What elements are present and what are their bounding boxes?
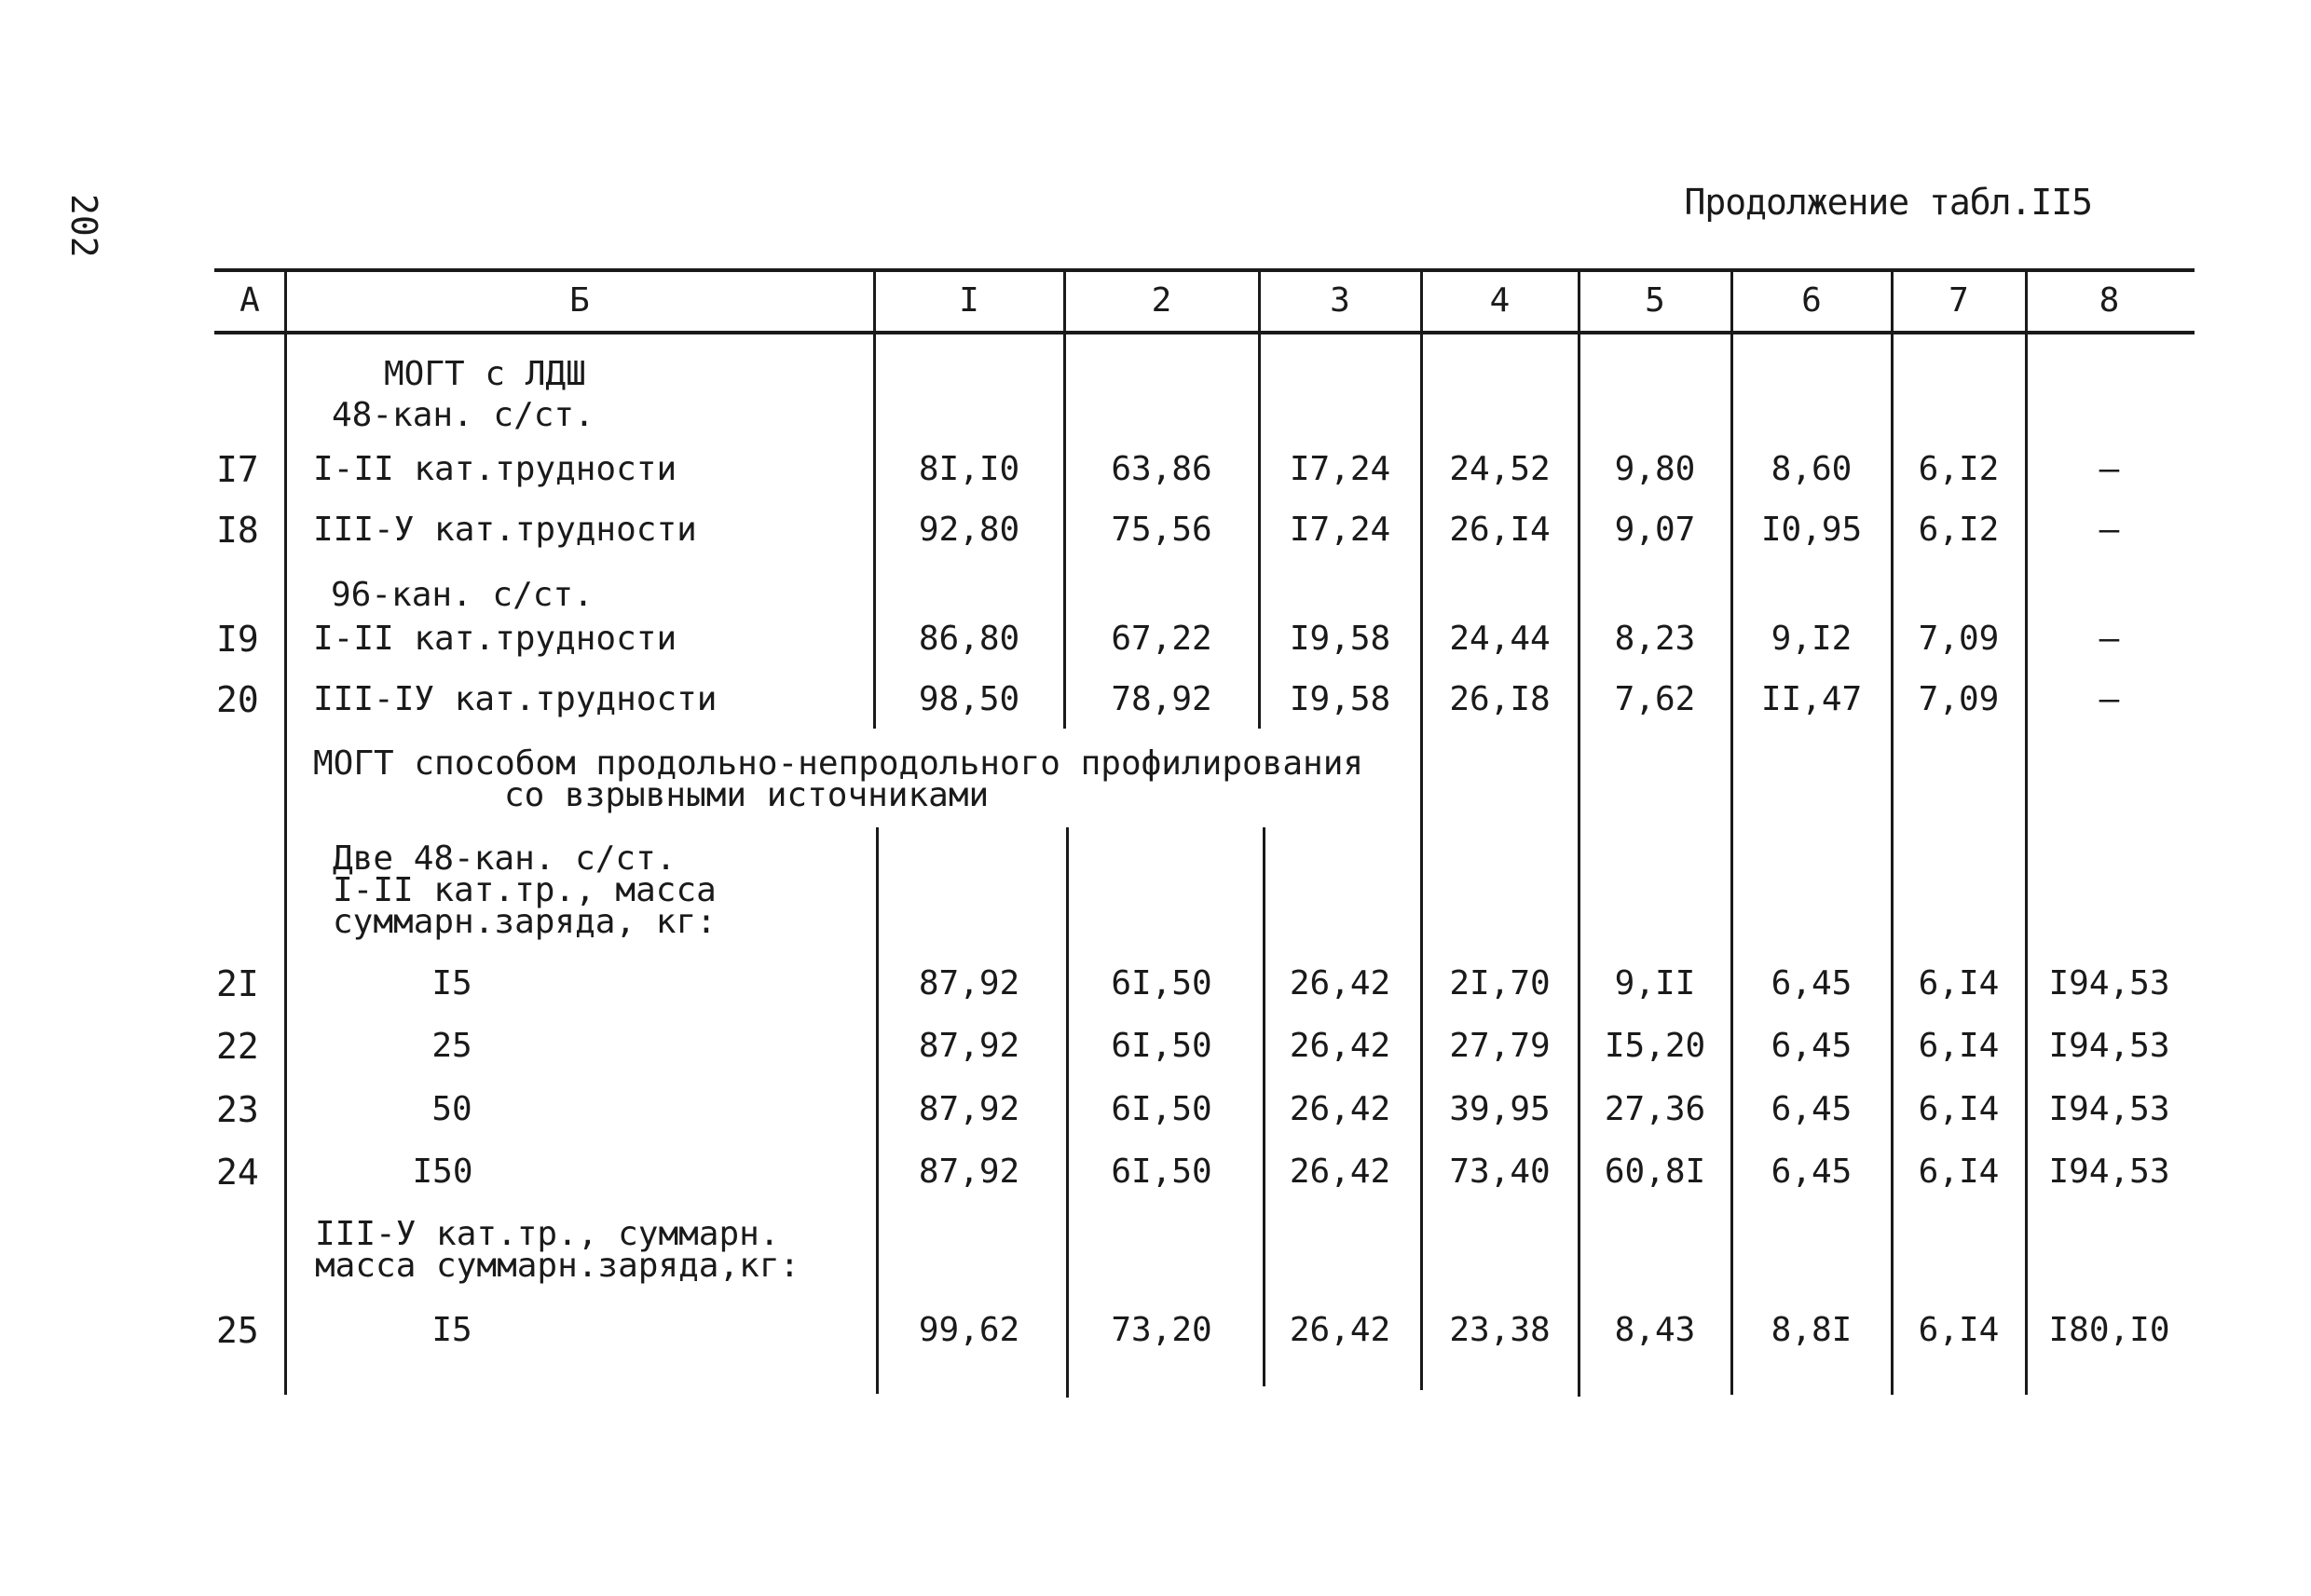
table-top-rule (214, 268, 2195, 272)
row-label: 25 (431, 1027, 472, 1065)
row-value: 9,II (1614, 964, 1696, 1003)
header-col-6: 6 (1801, 281, 1822, 320)
row-value: 6,I2 (1918, 511, 2000, 549)
row-label: 50 (431, 1090, 472, 1128)
row-value: 26,42 (1289, 1311, 1391, 1349)
header-col-4: 4 (1489, 281, 1511, 320)
row-value: 26,42 (1289, 1153, 1391, 1191)
section-line: со взрывными источниками (504, 776, 990, 814)
row-value: 23,38 (1449, 1311, 1551, 1349)
row-value: – (2099, 450, 2120, 488)
row-value: 26,42 (1289, 1027, 1391, 1065)
section-line: суммарн.заряда, кг: (333, 903, 717, 941)
row-value: 73,40 (1449, 1153, 1551, 1191)
section-heading-two-48-channel (333, 839, 717, 941)
header-col-b: Б (569, 281, 590, 320)
row-value: 6I,50 (1111, 1153, 1212, 1191)
row-label: I5 (431, 964, 472, 1003)
header-divider (2025, 270, 2028, 333)
row-value: I0,95 (1760, 511, 1863, 549)
section-line: Две 48-кан. с/ст. (333, 839, 677, 878)
row-value: 86,80 (918, 620, 1020, 658)
row-number: 25 (216, 1310, 259, 1351)
header-col-8: 8 (2099, 281, 2120, 320)
row-value: 9,80 (1614, 450, 1696, 488)
header-divider (873, 270, 876, 333)
row-value: 6,I4 (1918, 1090, 2000, 1128)
header-col-2: 2 (1151, 281, 1172, 320)
row-value: 26,42 (1289, 964, 1391, 1003)
row-value: 9,I2 (1771, 620, 1853, 658)
section-line: МОГТ способом продольно-непродольного профилирования (313, 744, 1364, 783)
section-heading-mogt-profiling (313, 744, 1364, 814)
row-number: 20 (216, 679, 259, 720)
row-value: I94,53 (2048, 1153, 2170, 1191)
row-value: 7,62 (1614, 680, 1696, 718)
row-value: 87,92 (918, 1027, 1020, 1065)
column-divider (284, 333, 287, 1395)
row-value: 6I,50 (1111, 1090, 1212, 1128)
row-value: 8I,I0 (918, 450, 1020, 488)
section-heading-category-3-5 (315, 1215, 800, 1285)
header-col-a: А (239, 281, 260, 320)
header-divider (1258, 270, 1261, 333)
row-value: 6,45 (1771, 1153, 1853, 1191)
row-value: 26,I8 (1449, 680, 1551, 718)
row-value: 63,86 (1111, 450, 1212, 488)
row-value: 73,20 (1111, 1311, 1212, 1349)
row-value: I94,53 (2048, 964, 2170, 1003)
row-value: I94,53 (2048, 1027, 2170, 1065)
section-line: масса суммарн.заряда,кг: (315, 1247, 800, 1285)
row-number: I7 (216, 449, 259, 490)
row-value: 27,79 (1449, 1027, 1551, 1065)
section-line: I-II кат.тр., масса (333, 871, 717, 909)
row-value: 6I,50 (1111, 964, 1212, 1003)
row-value: I9,58 (1289, 620, 1391, 658)
header-divider (284, 270, 287, 333)
row-value: 6,I4 (1918, 964, 2000, 1003)
header-col-5: 5 (1645, 281, 1665, 320)
row-value: 60,8I (1604, 1153, 1706, 1191)
row-value: 78,92 (1111, 680, 1212, 718)
row-label: I-II кат.трудности (313, 450, 677, 488)
row-value: 8,43 (1614, 1311, 1696, 1349)
row-value: I5,20 (1604, 1027, 1706, 1065)
row-value: 24,44 (1449, 620, 1551, 658)
row-value: – (2099, 511, 2120, 549)
row-value: I80,I0 (2048, 1311, 2170, 1349)
header-divider (1420, 270, 1423, 333)
header-col-3: 3 (1330, 281, 1350, 320)
table-header-rule (214, 331, 2195, 334)
header-divider (1578, 270, 1580, 333)
row-value: 92,80 (918, 511, 1020, 549)
header-divider (1891, 270, 1894, 333)
row-value: 75,56 (1111, 511, 1212, 549)
row-value: 8,8I (1771, 1311, 1853, 1349)
section-heading-mogt-ldsh (332, 355, 595, 434)
row-value: 6,I4 (1918, 1311, 2000, 1349)
row-value: 39,95 (1449, 1090, 1551, 1128)
row-value: 26,I4 (1449, 511, 1551, 549)
row-value: I7,24 (1289, 450, 1391, 488)
row-label: I5 (431, 1311, 472, 1349)
row-value: 7,09 (1918, 620, 2000, 658)
row-value: 8,60 (1771, 450, 1853, 488)
section-line: 96-кан. с/ст. (331, 576, 594, 614)
header-divider (1730, 270, 1733, 333)
row-value: 9,07 (1614, 511, 1696, 549)
row-value: 7,09 (1918, 680, 2000, 718)
row-label: I50 (412, 1153, 473, 1191)
row-value: 6,45 (1771, 1027, 1853, 1065)
row-value: 27,36 (1604, 1090, 1706, 1128)
section-line: 48-кан. с/ст. (332, 396, 595, 434)
row-value: I9,58 (1289, 680, 1391, 718)
row-value: I7,24 (1289, 511, 1391, 549)
row-value: 6,45 (1771, 1090, 1853, 1128)
row-number: 22 (216, 1026, 259, 1067)
row-value: 24,52 (1449, 450, 1551, 488)
row-value: 8,23 (1614, 620, 1696, 658)
row-value: 6,I4 (1918, 1153, 2000, 1191)
row-value: 67,22 (1111, 620, 1212, 658)
row-value: 6,I4 (1918, 1027, 2000, 1065)
row-number: 23 (216, 1089, 259, 1130)
row-label: I-II кат.трудности (313, 620, 677, 658)
section-line: МОГТ с ЛДШ (384, 355, 586, 393)
row-label: III-IУ кат.трудности (313, 680, 718, 718)
row-value: 99,62 (918, 1311, 1020, 1349)
section-heading-96-channel (331, 576, 594, 614)
row-value: 2I,70 (1449, 964, 1551, 1003)
header-col-7: 7 (1949, 281, 1969, 320)
row-number: I9 (216, 619, 259, 660)
row-number: I8 (216, 510, 259, 551)
page-number: 202 (63, 194, 104, 258)
row-value: – (2099, 620, 2120, 658)
row-value: 6,I2 (1918, 450, 2000, 488)
header-col-1: I (959, 281, 979, 320)
table-caption: Продолжение табл.II5 (1684, 182, 2092, 223)
row-number: 2I (216, 963, 259, 1004)
row-value: I94,53 (2048, 1090, 2170, 1128)
row-value: II,47 (1760, 680, 1863, 718)
row-label: III-У кат.трудности (313, 511, 697, 549)
row-value: 26,42 (1289, 1090, 1391, 1128)
section-line: III-У кат.тр., суммарн. (315, 1215, 780, 1253)
row-value: 87,92 (918, 1153, 1020, 1191)
row-number: 24 (216, 1152, 259, 1193)
row-value: 6,45 (1771, 964, 1853, 1003)
row-value: 98,50 (918, 680, 1020, 718)
row-value: – (2099, 680, 2120, 718)
row-value: 87,92 (918, 964, 1020, 1003)
header-divider (1063, 270, 1066, 333)
row-value: 87,92 (918, 1090, 1020, 1128)
row-value: 6I,50 (1111, 1027, 1212, 1065)
